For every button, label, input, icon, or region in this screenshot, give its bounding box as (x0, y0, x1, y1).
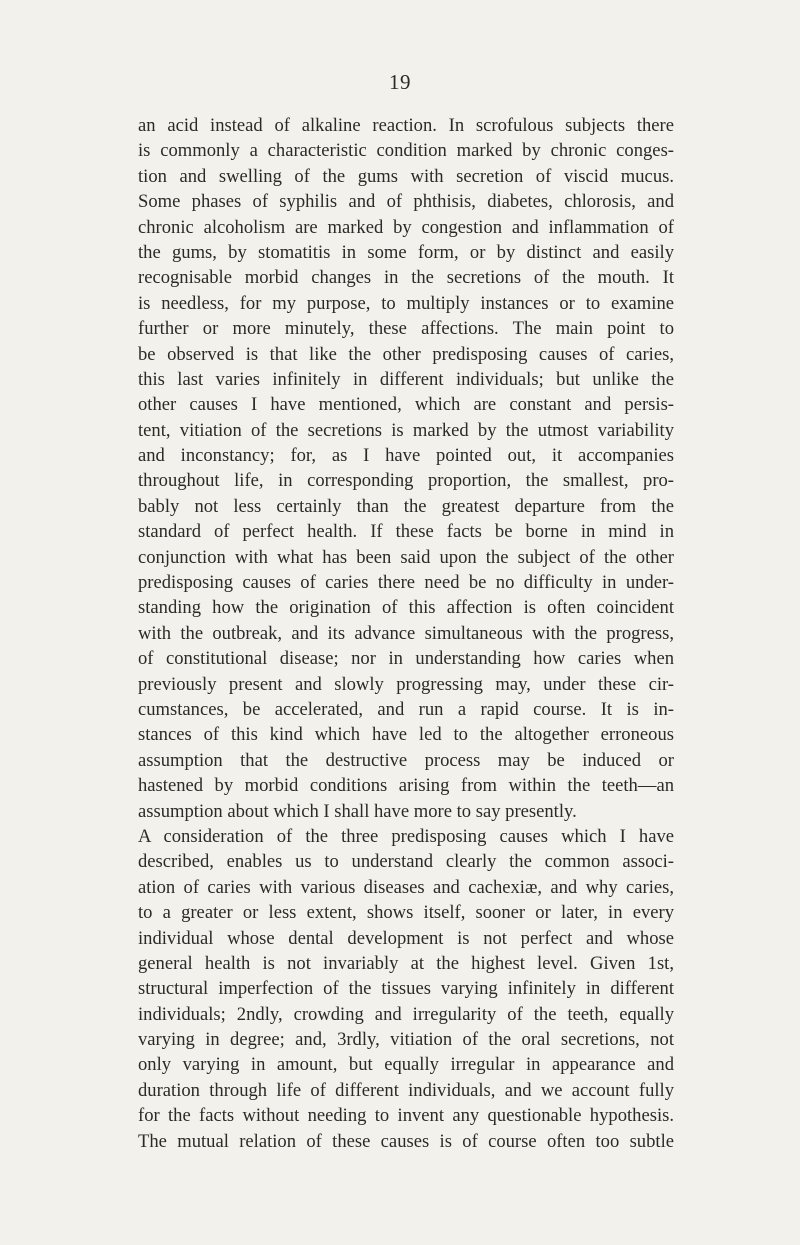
text-line: to a greater or less extent, shows itself, sooner or later, in every (138, 902, 674, 924)
text-line: be observed is that like the other predisposing causes of caries, (138, 343, 674, 365)
text-line: tent, vitiation of the secretions is marked by the utmost variability (138, 419, 674, 441)
text-line: is needless, for my purpose, to multiply instances or to examine (138, 292, 674, 314)
text-line: Some phases of syphilis and of phthisis, diabetes, chlorosis, and (138, 191, 674, 213)
text-line: individuals; 2ndly, crowding and irregularity of the teeth, equally (138, 1003, 674, 1025)
text-line: stances of this kind which have led to the altogether erroneous (138, 724, 674, 746)
text-line: is commonly a characteristic condition marked by chronic conges- (138, 140, 674, 162)
text-line: standard of perfect health. If these facts be borne in mind in (138, 521, 674, 543)
text-line: cumstances, be accelerated, and run a rapid course. It is in- (138, 698, 674, 720)
text-line: and inconstancy; for, as I have pointed out, it accompanies (138, 445, 674, 467)
text-line: tion and swelling of the gums with secretion of viscid mucus. (138, 165, 674, 187)
text-line: throughout life, in corresponding proportion, the smallest, pro- (138, 470, 674, 492)
text-line: other causes I have mentioned, which are constant and persis- (138, 394, 674, 416)
text-line: bably not less certainly than the greatest departure from the (138, 495, 674, 517)
text-line: A consideration of the three predisposing causes which I have (138, 825, 674, 847)
text-line: standing how the origination of this affection is often coincident (138, 597, 674, 619)
text-line: conjunction with what has been said upon the subject of the other (138, 546, 674, 568)
text-line: ation of caries with various diseases and cachexiæ, and why caries, (138, 876, 674, 898)
text-line: hastened by morbid conditions arising from within the teeth—an (138, 775, 674, 797)
text-line: described, enables us to understand clearly the common associ- (138, 851, 674, 873)
text-line: an acid instead of alkaline reaction. In scrofulous subjects there (138, 115, 674, 136)
text-line: general health is not invariably at the highest level. Given 1st, (138, 952, 674, 974)
page-number: 19 (389, 70, 411, 94)
text-line: previously present and slowly progressing may, under these cir- (138, 673, 674, 695)
text-line: further or more minutely, these affections. The main point to (138, 318, 674, 340)
text-line: recognisable morbid changes in the secretions of the mouth. It (138, 267, 674, 289)
text-line: structural imperfection of the tissues varying infinitely in different (138, 978, 674, 1000)
text-line: assumption about which I shall have more to say presently. (138, 800, 577, 822)
text-line: only varying in amount, but equally irregular in appearance and (138, 1054, 674, 1076)
text-line: the gums, by stomatitis in some form, or by distinct and easily (138, 241, 674, 263)
text-line: The mutual relation of these causes is of course often too subtle (138, 1130, 674, 1152)
text-line: predisposing causes of caries there need be no difficulty in under- (138, 572, 674, 594)
body-text (138, 113, 674, 1154)
text-line: individual whose dental development is not perfect and whose (138, 927, 674, 949)
text-line: this last varies infinitely in different individuals; but unlike the (138, 368, 674, 390)
text-line: chronic alcoholism are marked by congestion and inflammation of (138, 216, 674, 238)
text-line: for the facts without needing to invent any questionable hypothesis. (138, 1105, 674, 1127)
text-line: duration through life of different individuals, and we account fully (138, 1079, 674, 1101)
text-line: with the outbreak, and its advance simultaneous with the progress, (138, 622, 674, 644)
text-line: assumption that the destructive process may be induced or (138, 749, 674, 771)
text-line: varying in degree; and, 3rdly, vitiation of the oral secretions, not (138, 1029, 674, 1051)
text-line: of constitutional disease; nor in understanding how caries when (138, 648, 674, 670)
